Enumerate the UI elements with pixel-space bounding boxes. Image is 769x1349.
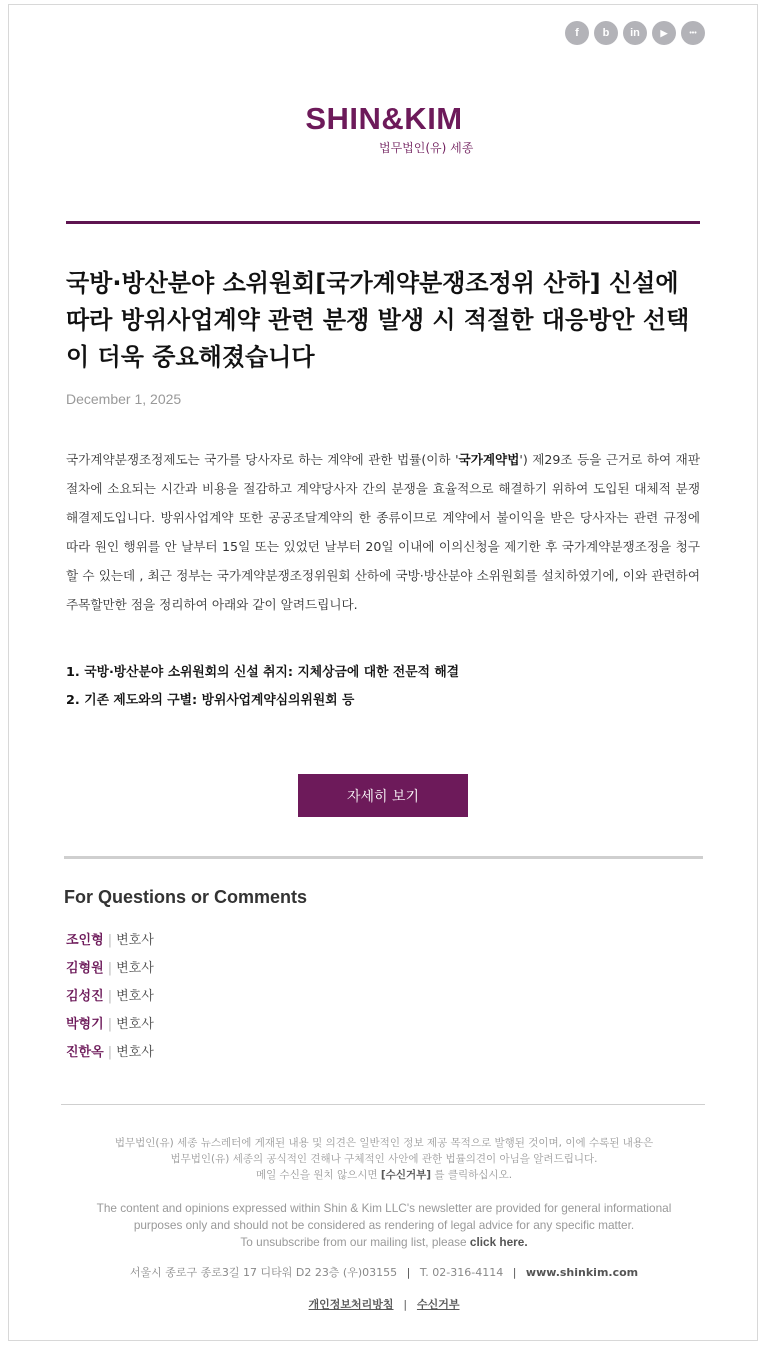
blog-icon[interactable]: b: [594, 21, 618, 45]
contact-role: 변호사: [116, 933, 154, 948]
contact-name[interactable]: 박형기: [66, 1017, 104, 1032]
contact-item: [66, 1039, 154, 1067]
read-more-button[interactable]: 자세히 보기: [298, 774, 468, 817]
point-item: 2. 기존 제도와의 구별: 방위사업계약심의위원회 등: [66, 693, 355, 708]
contact-name[interactable]: 조인형: [66, 933, 104, 948]
footer-divider-mark: |: [512, 1266, 517, 1279]
article-date: December 1, 2025: [66, 391, 182, 407]
chat-icon[interactable]: •••: [681, 21, 705, 45]
footer-divider-mark: |: [406, 1266, 411, 1279]
article-points: [66, 659, 700, 715]
facebook-icon[interactable]: f: [565, 21, 589, 45]
disclaimer-ko-line: 법무법인(유) 세종 뉴스레터에 게재된 내용 및 의견은 일반적인 정보 제공 목적으로 발행된 것이며, 이에 수록된 내용은: [114, 1137, 654, 1149]
contact-list: [66, 927, 154, 1067]
footer-links: [9, 1296, 759, 1312]
office-phone: T. 02-316-4114: [419, 1266, 504, 1279]
footer-disclaimer-en: [9, 1200, 759, 1251]
body-text-start: 국가계약분쟁조정제도는 국가를 당사자로 하는 계약에 관한 법률(이하 ': [66, 452, 459, 467]
unsubscribe-text-ko-end: 를 클릭하십시오.: [431, 1169, 513, 1181]
footer-address-line: [9, 1264, 759, 1280]
footer-disclaimer-ko: [9, 1135, 759, 1183]
contact-separator: |: [107, 989, 113, 1004]
contact-separator: |: [107, 933, 113, 948]
contact-role: 변호사: [116, 1017, 154, 1032]
disclaimer-en-line: purposes only and should not be considered as rendering of legal advice for any specific matter.: [133, 1218, 635, 1232]
disclaimer-en-line: [9, 1234, 759, 1251]
contact-role: 변호사: [116, 961, 154, 976]
social-links: [565, 21, 705, 45]
unsubscribe-text-ko: 메일 수신을 원치 않으시면: [255, 1169, 381, 1181]
article-title: 국방·방산분야 소위원회[국가계약분쟁조정위 산하] 신설에 따라 방위사업계약 관련 분쟁 발생 시 적절한 대응방안 선택이 더욱 중요해졌습니다: [66, 269, 690, 371]
section-divider: [64, 856, 703, 859]
header-divider: [66, 221, 700, 224]
newsletter-frame: [8, 4, 758, 1341]
footer-divider: [61, 1104, 705, 1105]
contact-separator: |: [107, 961, 113, 976]
contact-name[interactable]: 김형원: [66, 961, 104, 976]
body-text-bold: 국가계약법: [458, 452, 520, 467]
logo-korean-name: 법무법인(유) 세종: [379, 141, 474, 155]
unsubscribe-link-en[interactable]: click here.: [469, 1235, 528, 1249]
body-text-rest: ') 제29조 등을 근거로 하여 재판절차에 소요되는 시간과 비용을 절감하고 계약당사자 간의 분쟁을 효율적으로 해결하기 위하여 도입된 대체적 분쟁해결제도입니다. 방위사업계약 또한 공공조달계약의 한 종류이므로 계약에서 불이익을 받은 당사자는 관련 규정에 따라 원인 행위를 안 날부터 15일 또는 있었던 날부터 20일 이내에 이의신청을 제기한 후 국가계약분쟁조정을 청구할 수 있는데 , 최근 정부는 국가계약분쟁조정위원회 산하에 국방·방산분야 소위원회를 설치하였기에, 이와 관련하여 주목할만한 점을 정리하여 아래와 같이 알려드립니다.: [66, 452, 700, 612]
disclaimer-en-line: The content and opinions expressed within Shin & Kim LLC's newsletter are provided for general informational: [96, 1201, 672, 1215]
linkedin-icon[interactable]: in: [623, 21, 647, 45]
contact-item: [66, 955, 154, 983]
contact-role: 변호사: [116, 989, 154, 1004]
logo-wordmark: SHIN&KIM: [305, 101, 463, 136]
contact-item: [66, 1011, 154, 1039]
disclaimer-ko-line: [9, 1167, 759, 1183]
website-link[interactable]: www.shinkim.com: [525, 1266, 639, 1279]
unsubscribe-link-ko[interactable]: [수신거부]: [380, 1169, 432, 1181]
point-item: 1. 국방·방산분야 소위원회의 신설 취지: 지체상금에 대한 전문적 해결: [66, 665, 460, 680]
footer-divider-mark: |: [403, 1298, 408, 1311]
contact-name[interactable]: 진한옥: [66, 1045, 104, 1060]
office-address: 서울시 종로구 종로3길 17 디타워 D2 23층 (우)03155: [129, 1266, 398, 1279]
shinkim-logo[interactable]: [9, 101, 759, 155]
contact-separator: |: [107, 1017, 113, 1032]
privacy-policy-link[interactable]: 개인정보처리방침: [308, 1298, 394, 1311]
contact-item: [66, 983, 154, 1011]
unsubscribe-text-en: To unsubscribe from our mailing list, please: [240, 1235, 470, 1249]
contact-name[interactable]: 김성진: [66, 989, 104, 1004]
contact-separator: |: [107, 1045, 113, 1060]
contact-role: 변호사: [116, 1045, 154, 1060]
contact-item: [66, 927, 154, 955]
questions-heading: For Questions or Comments: [64, 887, 308, 907]
unsubscribe-link[interactable]: 수신거부: [416, 1298, 460, 1311]
disclaimer-ko-line: 법무법인(유) 세종의 공식적인 견해나 구체적인 사안에 관한 법률의견이 아님을 알려드립니다.: [170, 1153, 598, 1165]
youtube-icon[interactable]: ▶: [652, 21, 676, 45]
article-body: [66, 445, 700, 619]
